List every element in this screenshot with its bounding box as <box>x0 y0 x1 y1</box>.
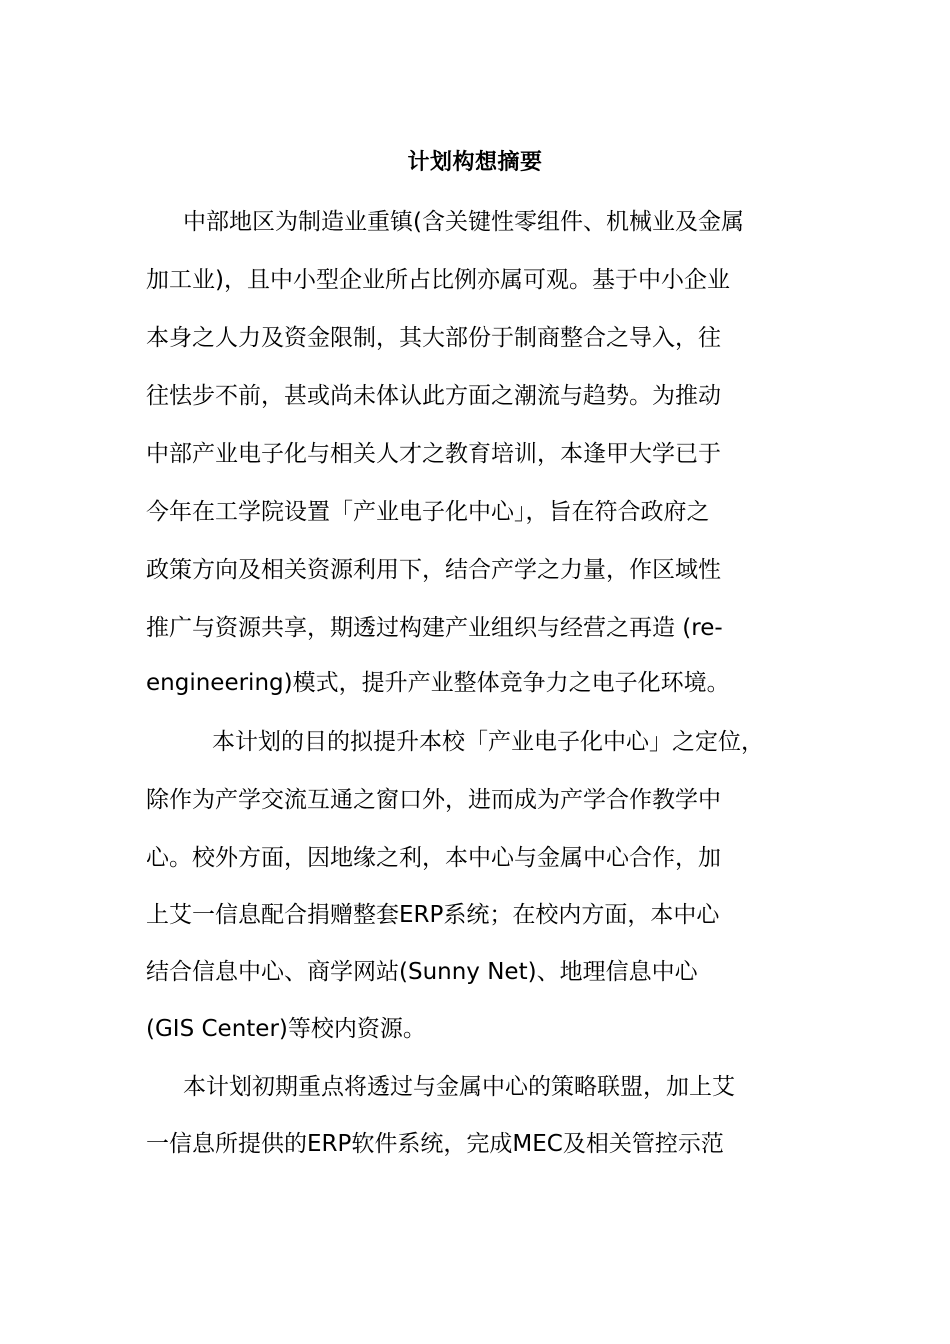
paragraph-1-line-2: 加工业)，且中小型企业所占比例亦属可观。基于中小企业 <box>146 267 730 293</box>
paragraph-1-line-5: 中部产业电子化与相关人才之教育培训，本逢甲大学已于 <box>146 441 721 467</box>
paragraph-2-line-1: 本计划的目的拟提升本校「产业电子化中心」之定位， <box>212 729 764 755</box>
paragraph-2-line-6: (GIS Center)等校内资源。 <box>146 1016 426 1042</box>
paragraph-1-line-7: 政策方向及相关资源利用下，结合产学之力量，作区域性 <box>146 557 721 583</box>
paragraph-1-line-8: 推广与资源共享，期透过构建产业组织与经营之再造 (re- <box>146 615 723 641</box>
paragraph-2-line-2: 除作为产学交流互通之窗口外，进而成为产学合作教学中 <box>146 787 721 813</box>
paragraph-1-line-9: engineering)模式，提升产业整体竞争力之电子化环境。 <box>146 670 730 696</box>
paragraph-1-line-3: 本身之人力及资金限制，其大部份于制商整合之导入，往 <box>146 325 721 351</box>
document-title: 计划构想摘要 <box>407 149 543 175</box>
paragraph-2-line-4: 上艾一信息配合捐赠整套ERP系统；在校内方面，本中心 <box>146 902 720 928</box>
paragraph-2-line-3: 心。校外方面，因地缘之利，本中心与金属中心合作，加 <box>146 845 721 871</box>
paragraph-1-line-1: 中部地区为制造业重镇(含关键性零组件、机械业及金属 <box>183 209 744 235</box>
paragraph-2-line-5: 结合信息中心、商学网站(Sunny Net)、地理信息中心 <box>146 959 698 985</box>
paragraph-3-line-1: 本计划初期重点将透过与金属中心的策略联盟，加上艾 <box>183 1074 735 1100</box>
paragraph-1-line-4: 往怯步不前，甚或尚未体认此方面之潮流与趋势。为推动 <box>146 383 721 409</box>
paragraph-1-line-6: 今年在工学院设置「产业电子化中心」，旨在符合政府之 <box>146 499 710 525</box>
paragraph-3-line-2: 一信息所提供的ERP软件系统，完成MEC及相关管控示范 <box>146 1131 724 1157</box>
